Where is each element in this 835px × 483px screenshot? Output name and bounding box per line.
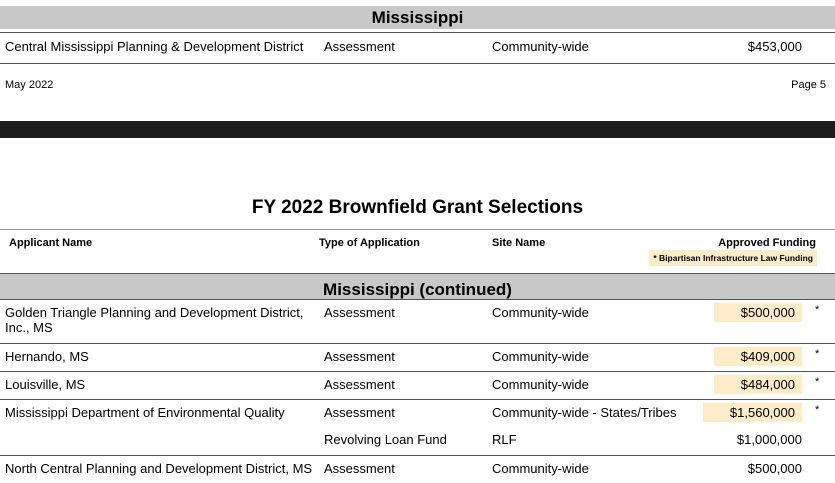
approved-funding: $453,000	[747, 39, 802, 54]
application-type: Assessment	[324, 377, 395, 392]
applicant-name: Louisville, MS	[5, 377, 86, 392]
application-type: Assessment	[324, 305, 395, 320]
bil-marker: *	[815, 304, 820, 316]
bil-marker: *	[815, 404, 820, 416]
application-type: Assessment	[324, 405, 395, 420]
approved-funding: $484,000	[714, 375, 802, 394]
table-row	[0, 299, 835, 344]
page-title: FY 2022 Brownfield Grant Selections	[251, 197, 584, 218]
site-name: Community-wide	[492, 349, 589, 364]
table-row	[0, 343, 835, 372]
application-type: Assessment	[324, 349, 395, 364]
bil-funding-legend: * Bipartisan Infrastructure Law Funding	[649, 250, 817, 266]
site-name: Community-wide	[492, 305, 589, 320]
bil-marker: *	[815, 348, 820, 360]
page-break-bar	[0, 121, 835, 138]
approved-funding: $1,560,000	[703, 403, 802, 422]
site-name: Community-wide	[492, 461, 589, 476]
application-type-secondary: Revolving Loan Fund	[324, 432, 447, 447]
applicant-name: Hernando, MS	[5, 349, 89, 364]
header-applicant-name: Applicant Name	[9, 237, 93, 249]
approved-funding: $409,000	[714, 347, 802, 366]
title-rule	[0, 229, 835, 230]
table-row	[0, 455, 835, 483]
site-name-secondary: RLF	[492, 432, 517, 447]
state-band-top: Mississippi	[0, 6, 835, 29]
header-site-name: Site Name	[492, 237, 546, 249]
approved-funding: $500,000	[747, 461, 802, 476]
approved-funding: $500,000	[714, 303, 802, 322]
table-row	[0, 399, 835, 456]
applicant-name: Mississippi Department of Environmental Quality	[5, 405, 285, 420]
footer-date: May 2022	[5, 79, 54, 91]
site-name: Community-wide	[492, 377, 589, 392]
state-band-continued: Mississippi (continued)	[0, 273, 835, 300]
site-name: Community-wide - States/Tribes	[492, 405, 677, 420]
bil-marker: *	[815, 376, 820, 388]
table-row	[0, 371, 835, 400]
application-type: Assessment	[324, 461, 395, 476]
header-type-of-application: Type of Application	[319, 237, 420, 249]
site-name: Community-wide	[492, 39, 589, 54]
application-type: Assessment	[324, 39, 395, 54]
applicant-name: Golden Triangle Planning and Development District,	[5, 305, 304, 320]
footer-page-number: Page 5	[791, 79, 826, 91]
header-approved-funding: Approved Funding	[718, 237, 816, 249]
applicant-name-continued: Inc., MS	[5, 320, 53, 335]
applicant-name: Central Mississippi Planning & Development District	[5, 39, 304, 54]
applicant-name: North Central Planning and Development District, MS	[5, 461, 313, 476]
approved-funding-secondary: $1,000,000	[736, 432, 802, 447]
table-row	[0, 32, 835, 64]
